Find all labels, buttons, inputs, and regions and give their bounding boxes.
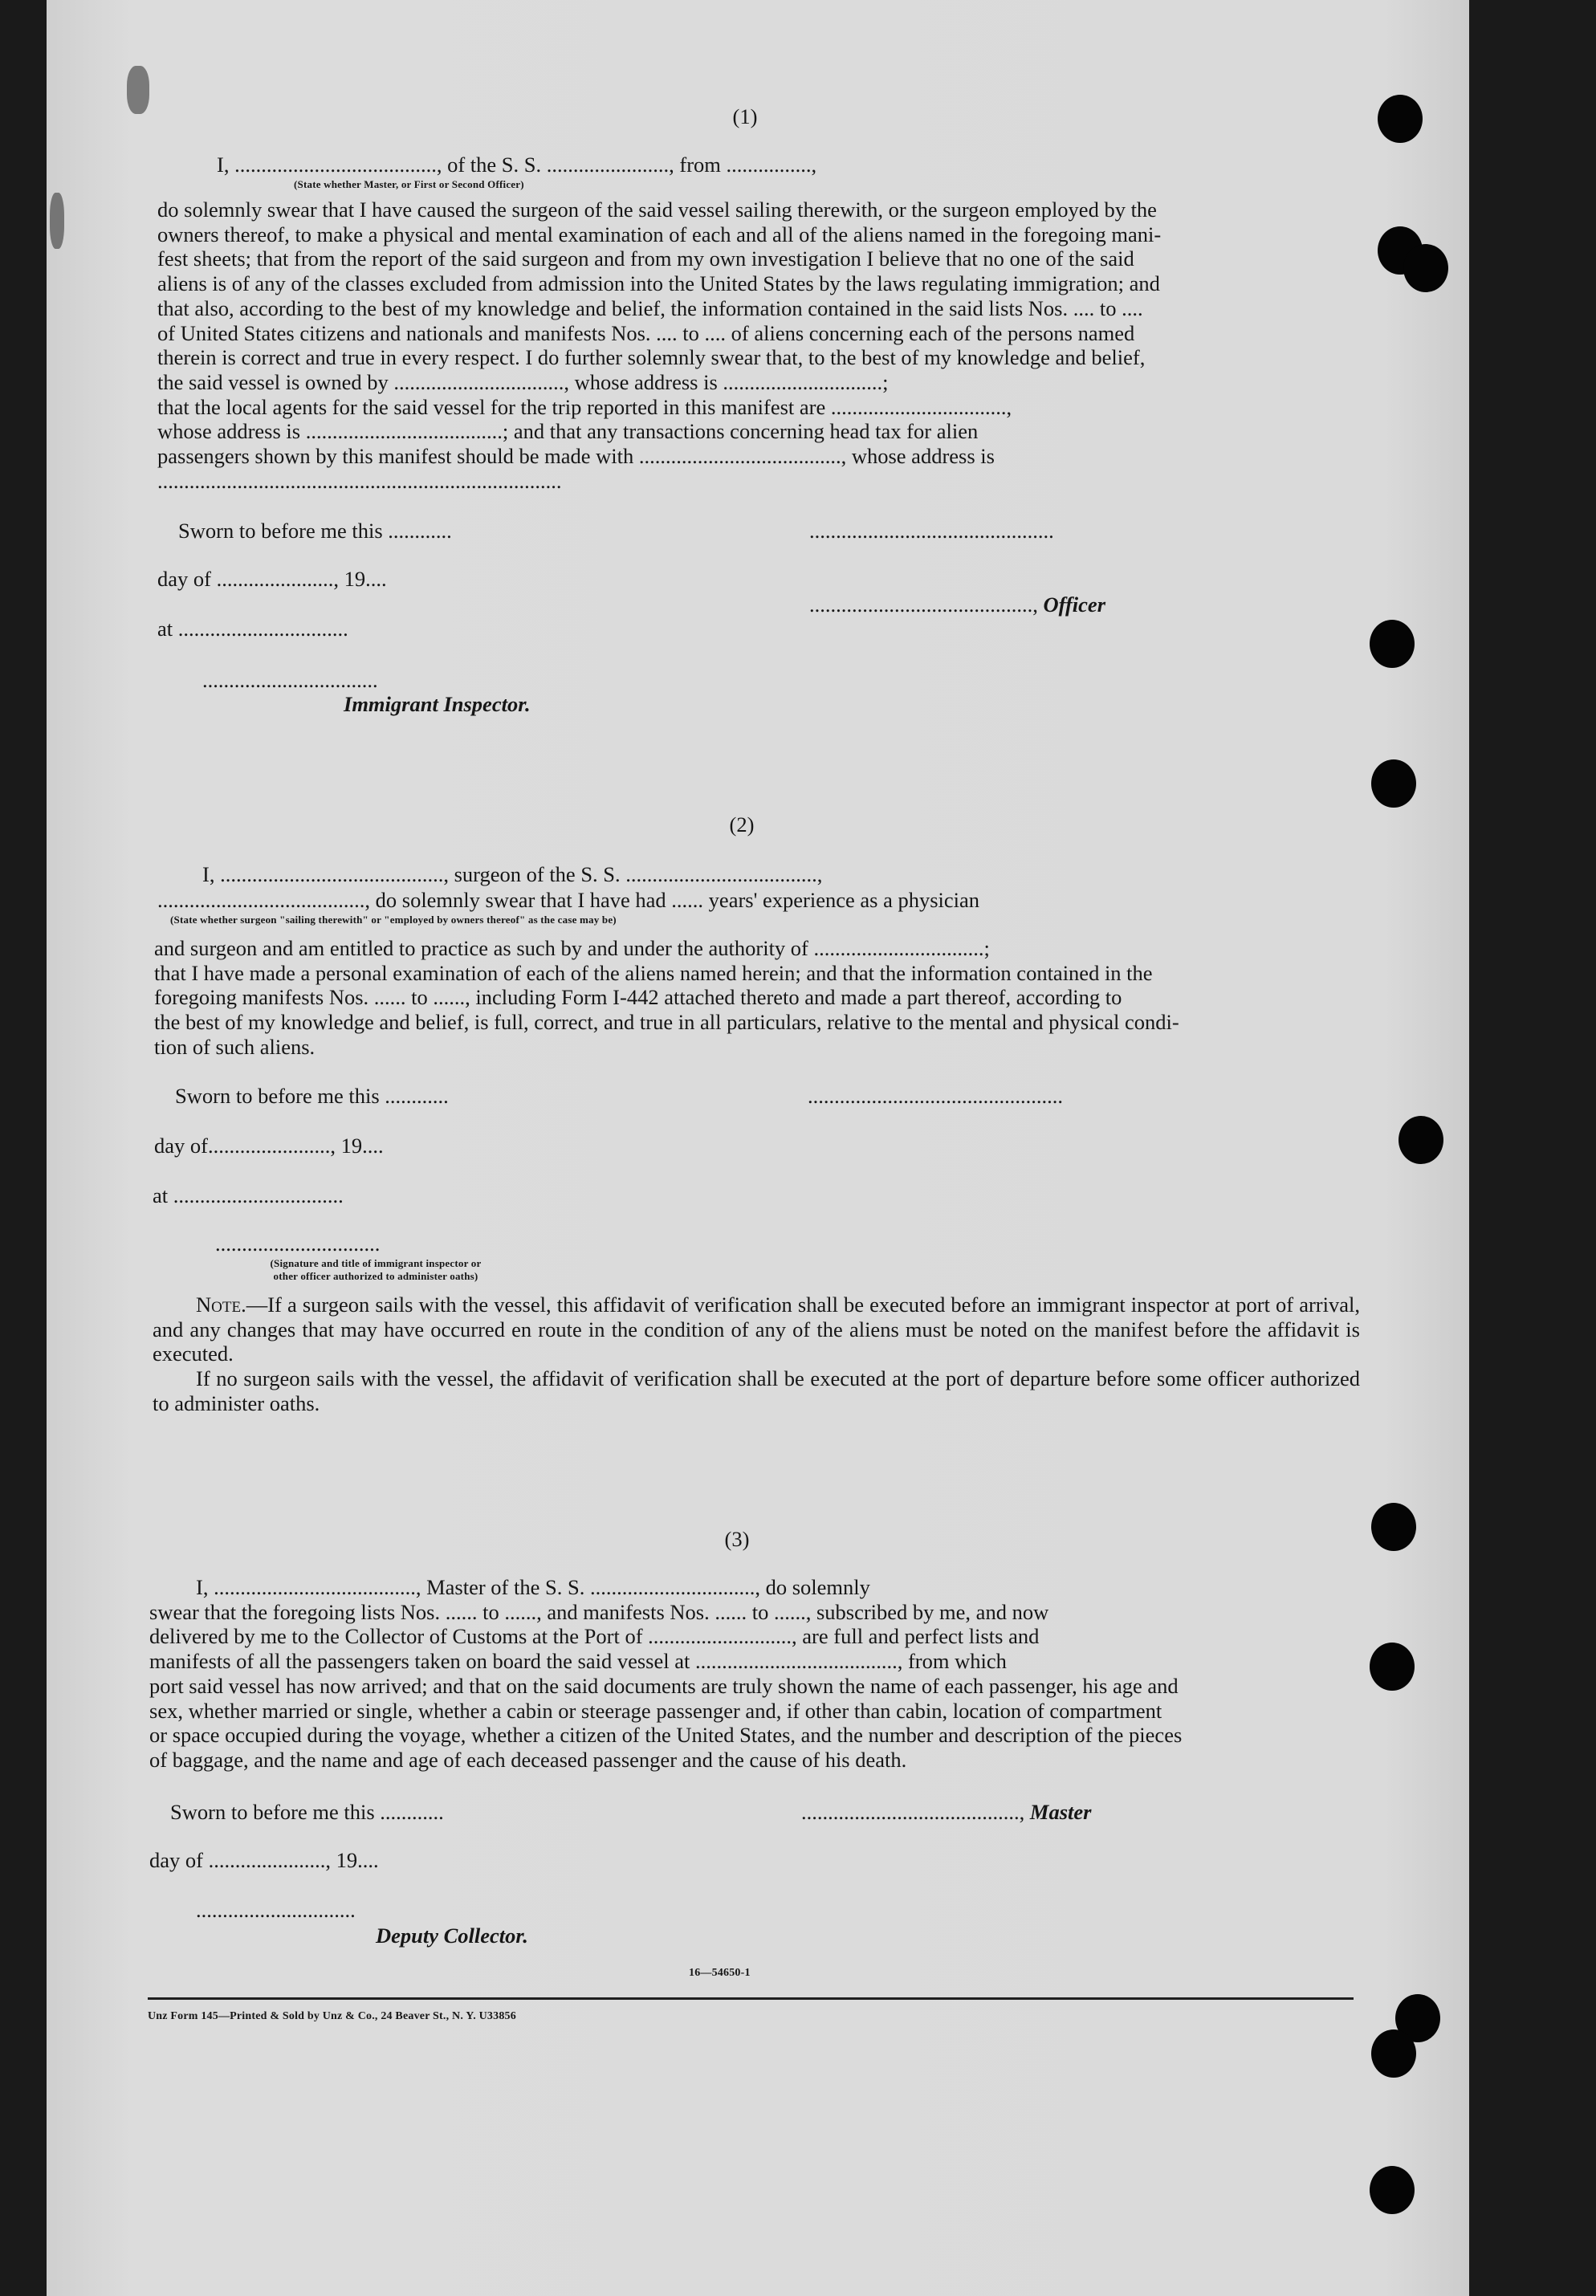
body-line: of United States citizens and nationals and manifests Nos. .... to .... of aliens concerning each of the persons named (157, 320, 1135, 345)
body-line: port said vessel has now arrived; and that on the said documents are truly shown the name of each passenger, his age and (149, 1673, 1179, 1698)
section3-day-of: day of ......................, 19.... (149, 1848, 379, 1872)
body-line: and surgeon and am entitled to practice as such by and under the authority of ................................; (154, 936, 990, 960)
body-line: ............................................................................ (157, 468, 562, 493)
body-line: the said vessel is owned by ................................, whose address is ..............................; (157, 369, 889, 394)
note-block (153, 1293, 1360, 1416)
section1-day-of: day of ......................, 19.... (157, 567, 387, 591)
section1-sig-dots: .............................................. (809, 519, 1054, 543)
sig-note-2: other officer authorized to administer oaths) (273, 1270, 478, 1282)
section2-line2: ......................................., do solemnly swear that I have had ...... years' experience as a physician (157, 888, 980, 912)
section3-master-line: ........................................., Master (801, 1800, 1092, 1824)
body-line: tion of such aliens. (154, 1034, 316, 1059)
section1-number: (1) (732, 104, 758, 128)
note-label: Note. (196, 1293, 246, 1317)
collector-dots: .............................. (196, 1898, 356, 1922)
section2-body (154, 936, 1360, 1060)
body-line: or space occupied during the voyage, whether a citizen of the United States, and the number and description of the pieces (149, 1723, 1183, 1748)
inspector-dots: ................................. (202, 668, 378, 692)
punch-hole (1403, 244, 1448, 292)
ink-smudge (50, 193, 64, 249)
footer-rule (148, 1997, 1354, 2000)
punch-hole (1370, 620, 1415, 668)
body-line: passengers shown by this manifest should be made with ......................................, whose address is (157, 444, 995, 469)
punch-hole (1371, 759, 1416, 808)
form-code: 16—54650-1 (689, 1967, 751, 1979)
punch-hole (1399, 1116, 1443, 1164)
punch-hole (1371, 2029, 1416, 2078)
collector-title: Deputy Collector. (376, 1924, 528, 1948)
sig-note-1: (Signature and title of immigrant inspector or (270, 1257, 482, 1269)
ink-smudge (127, 66, 149, 114)
signature-title: Officer (1043, 592, 1106, 617)
body-line: that the local agents for the said vessel for the trip reported in this manifest are ................................., (157, 394, 1012, 419)
section2-sig-dots: ................................................ (808, 1084, 1063, 1108)
section2-number: (2) (729, 812, 755, 837)
form-page (47, 0, 1469, 2296)
section1-at: at ................................ (157, 617, 348, 641)
body-line: do solemnly swear that I have caused the surgeon of the said vessel sailing therewith, or the surgeon employed by the (157, 197, 1157, 222)
inspector-title: Immigrant Inspector. (344, 692, 531, 716)
section1-officer-line: .........................................., Officer (809, 592, 1106, 617)
section1-sworn: Sworn to before me this ............ (178, 519, 452, 543)
punch-hole (1370, 1643, 1415, 1691)
punch-hole (1371, 1503, 1416, 1551)
body-line: delivered by me to the Collector of Customs at the Port of ..........................., are full and perfect lists and (149, 1624, 1040, 1649)
signature-title: Master (1029, 1800, 1092, 1824)
body-line: foregoing manifests Nos. ...... to ......, including Form I-442 attached thereto and made a part thereof, according to (154, 985, 1122, 1010)
printer-line: Unz Form 145—Printed & Sold by Unz & Co., 24 Beaver St., N. Y. U33856 (148, 2010, 516, 2022)
section1-body (157, 197, 1362, 493)
section2-sig-dots-left: ............................... (215, 1231, 381, 1256)
body-line: that also, according to the best of my knowledge and belief, the information contained in the said lists Nos. .... to .... (157, 295, 1143, 320)
section2-at: at ................................ (153, 1183, 344, 1207)
officer-note: (State whether Master, or First or Second Officer) (294, 178, 524, 190)
note-paragraph-2: If no surgeon sails with the vessel, the affidavit of verification shall be executed at the port of departure before some officer authorized to administer oaths. (153, 1366, 1360, 1415)
section3-number: (3) (724, 1527, 750, 1551)
punch-hole (1370, 2166, 1415, 2214)
section3-body (149, 1575, 1355, 1773)
body-line: aliens is of any of the classes excluded from admission into the United States by the laws regulating immigration; and (157, 271, 1160, 296)
punch-hole (1378, 95, 1423, 143)
body-line: sex, whether married or single, whether a cabin or steerage passenger and, if other than cabin, location of compartment (149, 1698, 1162, 1723)
body-line: of baggage, and the name and age of each deceased passenger and the cause of his death. (149, 1747, 907, 1772)
section2-day-of: day of......................., 19.... (154, 1134, 384, 1158)
body-line: the best of my knowledge and belief, is full, correct, and true in all particulars, relative to the mental and physical condi- (154, 1010, 1179, 1035)
note-paragraph-1: Note.—If a surgeon sails with the vessel, this affidavit of verification shall be executed before an immigrant inspector at port of arrival, and any changes that may have occurred en route in the condition of any of the aliens must be noted on the manifest before the affidavit is executed. (153, 1293, 1360, 1366)
body-line: therein is correct and true in every respect. I do further solemnly swear that, to the best of my knowledge and belief, (157, 345, 1146, 370)
body-line: whose address is .....................................; and that any transactions concerning head tax for alien (157, 419, 979, 444)
surgeon-note: (State whether surgeon "sailing therewith" or "employed by owners thereof" as the case may be) (170, 914, 617, 926)
body-line: that I have made a personal examination of each of the aliens named herein; and that the information contained in the (154, 960, 1153, 985)
section3-sworn: Sworn to before me this ............ (170, 1800, 444, 1824)
section1-intro-line: I, ......................................, of the S. S. ......................., from ................, (217, 153, 817, 177)
body-line: fest sheets; that from the report of the said surgeon and from my own investigation I believe that no one of the said (157, 246, 1134, 271)
body-line: owners thereof, to make a physical and mental examination of each and all of the aliens named in the foregoing mani- (157, 222, 1162, 246)
section2-line1: I, .........................................., surgeon of the S. S. ...................................., (202, 862, 823, 886)
body-line: swear that the foregoing lists Nos. ...... to ......, and manifests Nos. ...... to ......, subscribed by me, and now (149, 1599, 1049, 1624)
body-line: I, ......................................, Master of the S. S. ..............................., do solemnly (196, 1575, 870, 1599)
section2-sworn: Sworn to before me this ............ (175, 1084, 449, 1108)
body-line: manifests of all the passengers taken on board the said vessel at ......................................, from which (149, 1649, 1007, 1674)
